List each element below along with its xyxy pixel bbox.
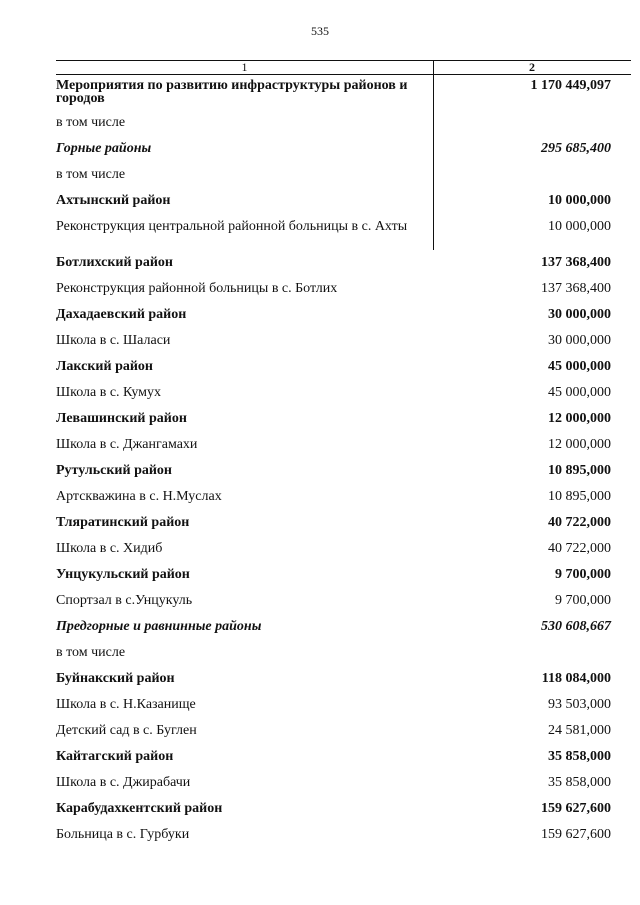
- row-name: в том числе: [56, 115, 126, 130]
- table-row: [56, 381, 611, 407]
- row-amount: 35 858,000: [548, 749, 611, 764]
- row-name: Дахадаевский район: [56, 307, 187, 322]
- row-amount: 45 000,000: [548, 359, 611, 374]
- table-header-row: [56, 61, 631, 75]
- row-name: Школа в с. Хидиб: [56, 541, 163, 556]
- table-row: [56, 215, 611, 251]
- row-name: Школа в с. Шаласи: [56, 333, 171, 348]
- table-row: [56, 189, 611, 215]
- row-name: Предгорные и равнинные районы: [56, 619, 262, 634]
- row-amount: 137 368,400: [541, 255, 611, 270]
- row-amount: 45 000,000: [548, 385, 611, 400]
- row-name: Кайтагский район: [56, 749, 174, 764]
- row-name: Ахтынский район: [56, 193, 171, 208]
- row-name: Больница в с. Гурбуки: [56, 827, 190, 842]
- table-row: [56, 407, 611, 433]
- table-row: [56, 823, 611, 849]
- header-col-1: 1: [241, 60, 248, 74]
- row-amount: 1 170 449,097: [530, 78, 611, 93]
- row-name: Унцукульский район: [56, 567, 190, 582]
- row-amount: 10 000,000: [548, 193, 611, 208]
- row-name: Детский сад в с. Буглен: [56, 723, 197, 738]
- header-col-2: 2: [529, 60, 535, 74]
- row-amount: 12 000,000: [548, 437, 611, 452]
- row-name: Тляратинский район: [56, 515, 190, 530]
- row-amount: 30 000,000: [548, 307, 611, 322]
- table-row: [56, 797, 611, 823]
- budget-table-body: [56, 76, 611, 849]
- row-amount: 10 000,000: [548, 219, 611, 234]
- table-row: [56, 693, 611, 719]
- row-amount: 530 608,667: [541, 619, 611, 634]
- table-row: [56, 719, 611, 745]
- row-amount: 12 000,000: [548, 411, 611, 426]
- row-name: Карабудахкентский район: [56, 801, 223, 816]
- page-number: 535: [311, 24, 329, 38]
- table-row: [56, 563, 611, 589]
- table-row: [56, 355, 611, 381]
- row-name: Школа в с. Кумух: [56, 385, 162, 400]
- table-row: [56, 511, 611, 537]
- row-name: Левашинский район: [56, 411, 187, 426]
- table-row: [56, 485, 611, 511]
- table-row: [56, 329, 611, 355]
- table-row: [56, 589, 611, 615]
- table-row: [56, 745, 611, 771]
- table-row: [56, 277, 611, 303]
- table-row: [56, 537, 611, 563]
- table-row: [56, 137, 611, 163]
- row-name: Школа в с. Джирабачи: [56, 775, 191, 790]
- row-amount: 40 722,000: [548, 515, 611, 530]
- row-amount: 159 627,600: [541, 801, 611, 816]
- table-row: [56, 667, 611, 693]
- row-amount: 35 858,000: [548, 775, 611, 790]
- row-name: в том числе: [56, 167, 126, 182]
- row-name: Школа в с. Н.Казанище: [56, 697, 196, 712]
- row-name: в том числе: [56, 645, 126, 660]
- table-row: [56, 163, 611, 189]
- row-amount: 10 895,000: [548, 463, 611, 478]
- row-amount: 9 700,000: [555, 567, 611, 582]
- row-name: Буйнакский район: [56, 671, 175, 686]
- row-amount: 159 627,600: [541, 827, 611, 842]
- table-row: [56, 251, 611, 277]
- row-amount: 10 895,000: [548, 489, 611, 504]
- row-amount: 40 722,000: [548, 541, 611, 556]
- row-name: Горные районы: [56, 141, 152, 156]
- row-name: Мероприятия по развитию инфраструктуры районов и городов: [56, 78, 408, 106]
- row-amount: 295 685,400: [541, 141, 611, 156]
- row-amount: 137 368,400: [541, 281, 611, 296]
- row-amount: 24 581,000: [548, 723, 611, 738]
- row-amount: 30 000,000: [548, 333, 611, 348]
- table-row: [56, 459, 611, 485]
- table-row: [56, 303, 611, 329]
- table-row: [56, 433, 611, 459]
- row-amount: 93 503,000: [548, 697, 611, 712]
- table-row: [56, 615, 611, 641]
- table-row: [56, 76, 611, 111]
- row-name: Школа в с. Джангамахи: [56, 437, 198, 452]
- row-name: Лакский район: [56, 359, 153, 374]
- row-name: Рутульский район: [56, 463, 172, 478]
- row-name: Реконструкция районной больницы в с. Ботлих: [56, 281, 338, 296]
- row-name: Спортзал в с.Унцукуль: [56, 593, 193, 608]
- row-amount: 118 084,000: [541, 671, 611, 686]
- table-row: [56, 641, 611, 667]
- row-amount: 9 700,000: [555, 593, 611, 608]
- row-name: Реконструкция центральной районной больницы в с. Ахты: [56, 219, 408, 234]
- row-name: Ботлихский район: [56, 255, 173, 270]
- table-row: [56, 771, 611, 797]
- row-name: Артскважина в с. Н.Муслах: [56, 489, 222, 504]
- table-row: [56, 111, 611, 137]
